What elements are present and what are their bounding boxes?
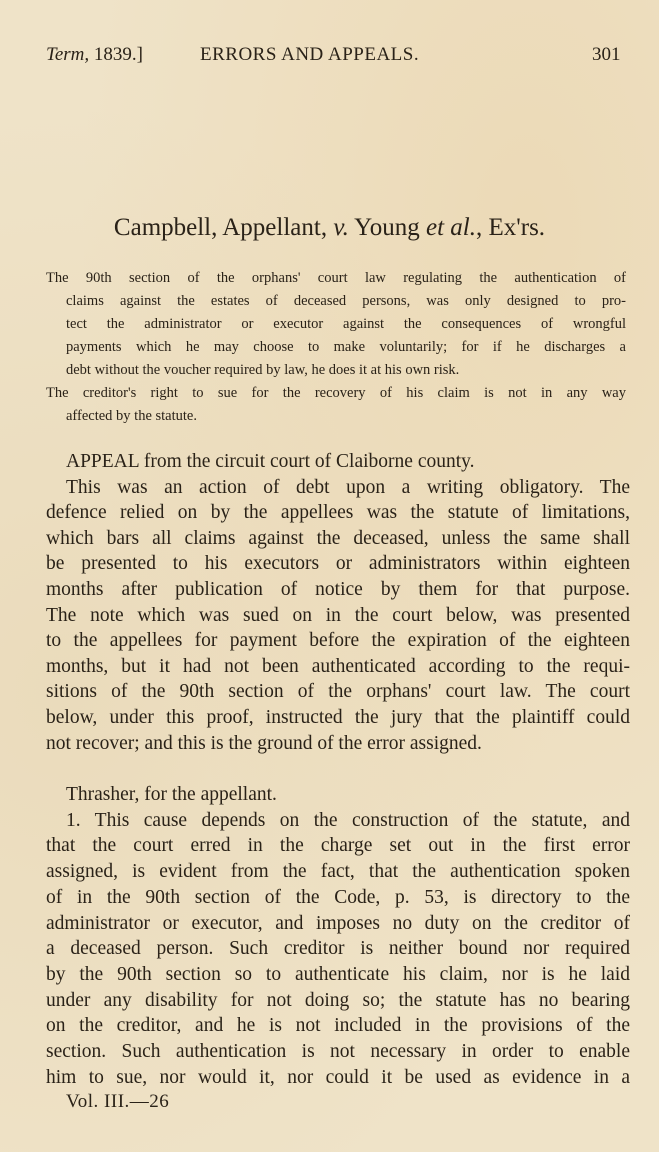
text-line: The note which was sued on in the court below, was presented (46, 604, 630, 626)
text-line: of in the 90th section of the Code, p. 53, is directory to the (46, 886, 630, 908)
year: 1839.] (89, 44, 143, 65)
text-line: claims against the estates of deceased persons, was only designed to pro- (66, 293, 626, 309)
text-line: APPEAL from the circuit court of Claiborne county. (66, 451, 475, 472)
page-number: 301 (592, 44, 621, 65)
term-year (46, 44, 143, 66)
text-line: affected by the statute. (66, 408, 197, 424)
text-line: payments which he may choose to make voluntarily; for if he discharges a (66, 339, 626, 355)
text-line: months, but it had not been authenticated according to the requi- (46, 655, 630, 677)
term-label: Term, (46, 44, 90, 65)
text-line: which bars all claims against the deceased, unless the same shall (46, 527, 630, 549)
text-line: him to sue, nor would it, nor could it be used as evidence in a (46, 1066, 630, 1088)
text-line: sitions of the 90th section of the orphans' court law. The court (46, 681, 630, 703)
text-line: The 90th section of the orphans' court law regulating the authentication of (46, 270, 626, 286)
text-line: to the appellees for payment before the expiration of the eighteen (46, 630, 630, 652)
text-line: 1. This cause depends on the construction of the statute, and (66, 809, 630, 831)
text-line: under any disability for not doing so; the statute has no bearing (46, 989, 630, 1011)
text-line: section. Such authentication is not necessary in order to enable (46, 1041, 630, 1062)
text-line: below, under this proof, instructed the jury that the plaintiff could (46, 707, 630, 728)
text-line: a deceased person. Such creditor is neither bound nor required (46, 938, 630, 960)
case-title-part: , Ex'rs. (475, 214, 546, 241)
case-title-part: Young (348, 214, 426, 241)
text-line: debt without the voucher required by law, he does it at his own risk. (66, 362, 460, 378)
case-title-v: v. (333, 214, 349, 241)
text-line: by the 90th section so to authenticate his claim, nor is he laid (46, 963, 630, 985)
text-line: that the court erred in the charge set out in the first error (46, 835, 630, 857)
text-line: on the creditor, and he is not included in the provisions of the (46, 1015, 630, 1037)
running-title: ERRORS AND APPEALS. (200, 44, 420, 65)
text-line: be presented to his executors or administrators within eighteen (46, 553, 630, 575)
signature-mark: Vol. III.—26 (66, 1091, 170, 1112)
text-line: The creditor's right to sue for the recovery of his claim is not in any way (46, 385, 626, 401)
text-line: not recover; and this is the ground of the error assigned. (46, 732, 482, 754)
text-line: administrator or executor, and imposes no duty on the creditor of (46, 912, 630, 934)
text-line: This was an action of debt upon a writing obligatory. The (66, 476, 630, 498)
text-line: Thrasher, for the appellant. (66, 784, 277, 805)
text-line: assigned, is evident from the fact, that the authentication spoken (46, 861, 630, 883)
case-title-etal: et al. (425, 214, 476, 241)
text-line: months after publication of notice by them for that purpose. (46, 579, 630, 600)
case-title-part: Campbell, Appellant, (113, 214, 334, 241)
case-title (0, 214, 659, 242)
text-line: tect the administrator or executor against the consequences of wrongful (66, 316, 626, 332)
text-line: defence relied on by the appellees was the statute of limitations, (46, 502, 630, 524)
